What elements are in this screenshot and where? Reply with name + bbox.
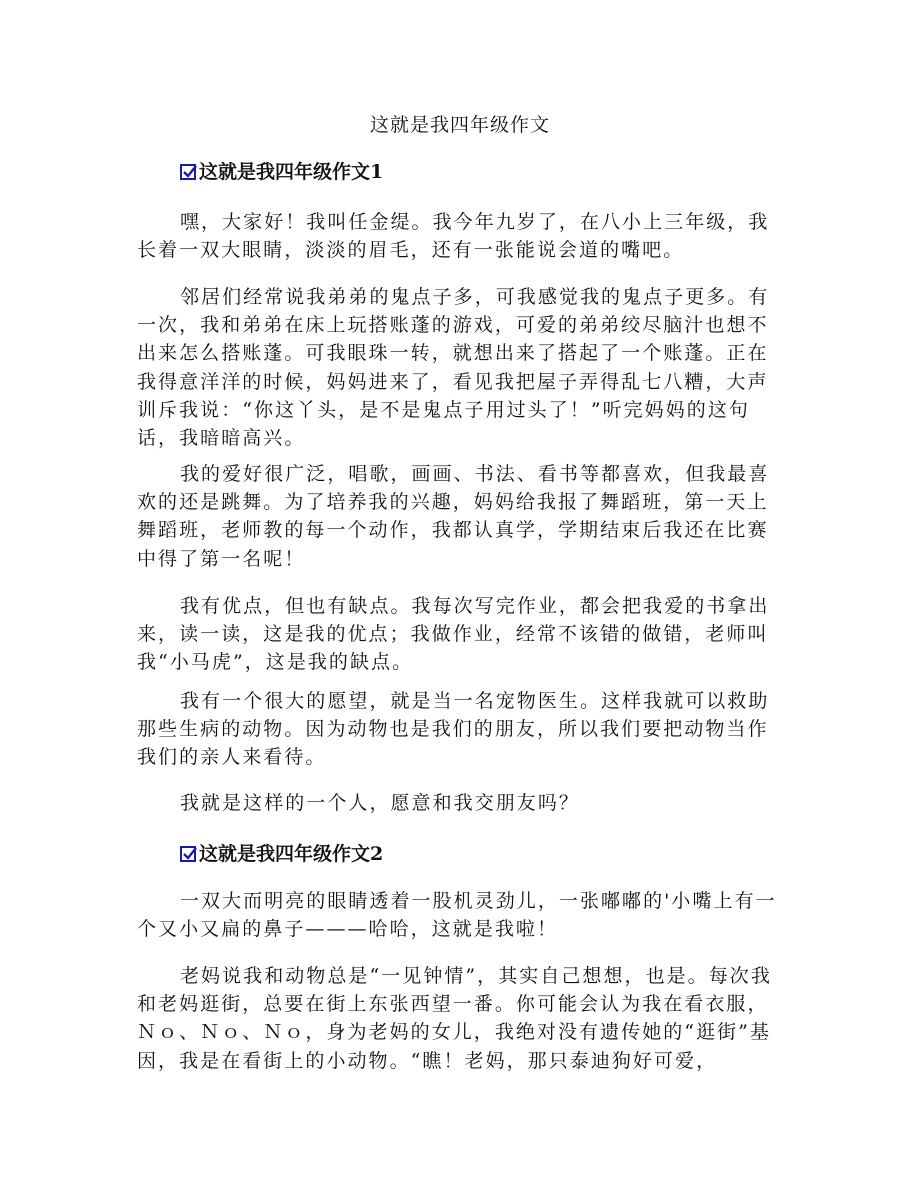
paragraph: 我的爱好很广泛，唱歌，画画、书法、看书等都喜欢，但我最喜欢的还是跳舞。为了培养我的兴趣，妈妈给我报了舞蹈班，第一天上舞蹈班，老师教的每一个动作，我都认真学，学期结束后我还在比赛中得了第一名呢！ [137,463,770,570]
paragraph: 一双大而明亮的眼睛透着一股机灵劲儿，一张嘟嘟的'小嘴上有一个又小又扁的鼻子———哈哈，这就是我啦！ [137,890,777,941]
paragraph: 我有优点，但也有缺点。我每次写完作业，都会把我爱的书拿出来，读一读，这是我的优点；我做作业，经常不该错的做错，老师叫我“小马虎”，这是我的缺点。 [137,595,770,674]
checkbox-checked-icon [180,164,196,180]
paragraph: 嘿，大家好！我叫任金缇。我今年九岁了，在八小上三年级，我长着一双大眼睛，淡淡的眉毛，还有一张能说会道的嘴吧。 [137,211,770,262]
section-heading-text: 这就是我四年级作文1 [199,161,384,183]
section-heading-text: 这就是我四年级作文2 [199,843,384,865]
section-heading-1 [180,158,383,186]
document-title: 这就是我四年级作文 [369,114,550,136]
checkbox-checked-icon [180,846,196,862]
paragraph: 我就是这样的一个人，愿意和我交朋友吗？ [180,792,580,814]
paragraph: 邻居们经常说我弟弟的鬼点子多，可我感觉我的鬼点子更多。有一次，我和弟弟在床上玩搭账蓬的游戏，可爱的弟弟绞尽脑汁也想不出来怎么搭账蓬。可我眼珠一转，就想出来了搭起了一个账蓬。正在我得意洋洋的时候，妈妈进来了，看见我把屋子弄得乱七八糟，大声训斥我说：“你这丫头，是不是鬼点子用过头了！”听完妈妈的这句话，我暗暗高兴。 [137,286,770,450]
paragraph: 老妈说我和动物总是“一见钟情”，其实自己想想，也是。每次我和老妈逛街，总要在街上东张西望一番。你可能会认为我在看衣服，Ｎｏ、Ｎｏ、Ｎｏ，身为老妈的女儿，我绝对没有遗传她的“逛街”基因，我是在看街上的小动物。“瞧！老妈，那只泰迪狗好可爱， [137,965,772,1072]
section-heading-2 [180,840,383,868]
paragraph: 我有一个很大的愿望，就是当一名宠物医生。这样我就可以救助那些生病的动物。因为动物也是我们的朋友，所以我们要把动物当作我们的亲人来看待。 [137,690,770,769]
